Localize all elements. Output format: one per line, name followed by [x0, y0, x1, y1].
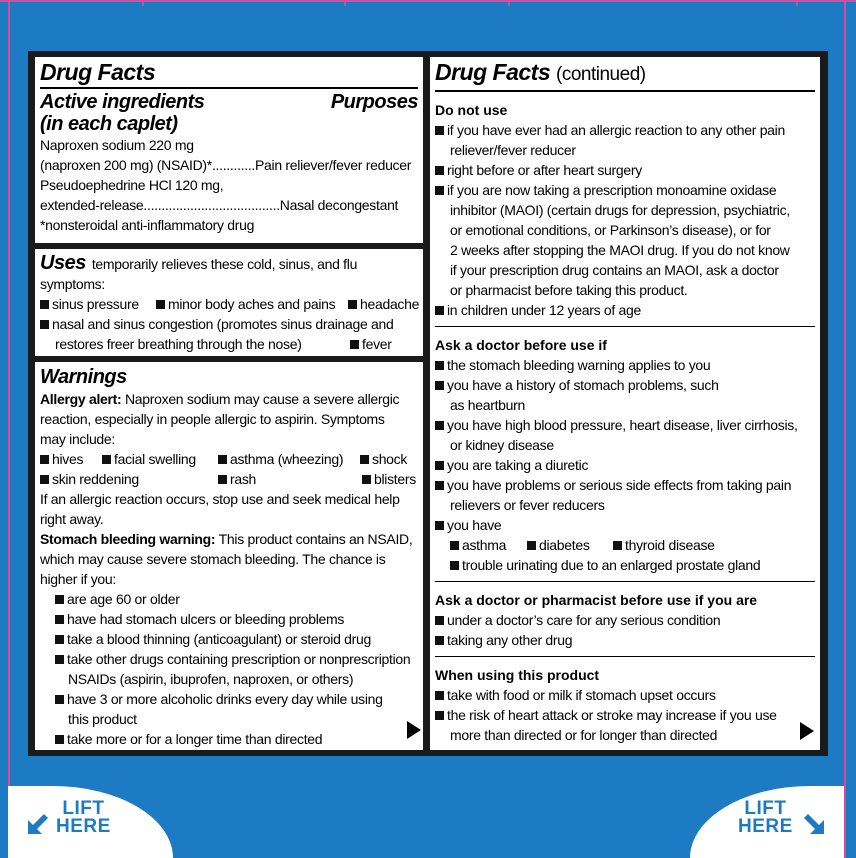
- warning-text: right away.: [40, 511, 104, 527]
- section-rule: [435, 656, 815, 657]
- bullet-square-icon: [450, 541, 459, 550]
- lift-label-line: HERE: [738, 816, 793, 837]
- warning-item: [435, 630, 815, 650]
- trim-tick: [344, 0, 346, 6]
- ingredient-footnote: *nonsteroidal anti-inflammatory drug: [40, 217, 255, 233]
- bullet-square-icon: [55, 735, 64, 744]
- allergy-symptom: skin reddening: [52, 471, 139, 487]
- bullet-square-icon: [218, 455, 227, 464]
- bullet-square-icon: [450, 561, 459, 570]
- trim-tick: [796, 0, 798, 6]
- warning-item: [435, 610, 815, 630]
- warning-item: [435, 140, 815, 160]
- stomach-risk-item: [55, 649, 418, 669]
- warning-item: [435, 180, 815, 200]
- ingredient-line: Pseudoephedrine HCl 120 mg,: [40, 177, 224, 193]
- warning-item-text: under a doctor’s care for any serious condition: [447, 612, 721, 628]
- warning-item: [435, 515, 815, 535]
- bullet-square-icon: [435, 186, 444, 195]
- bullet-square-icon: [435, 126, 444, 135]
- stomach-bleeding-label: Stomach bleeding warning:: [40, 531, 216, 547]
- bullet-square-icon: [40, 455, 49, 464]
- arrow-down-right-icon: [802, 812, 826, 836]
- bullet-square-icon: [435, 381, 444, 390]
- symptom-item: fever: [362, 336, 392, 352]
- bullet-square-icon: [55, 655, 64, 664]
- condition-item: [435, 555, 815, 575]
- allergy-symptom: hives: [52, 451, 84, 467]
- warning-item: [435, 300, 815, 320]
- warning-item: [435, 455, 815, 475]
- right-sections: [435, 100, 815, 745]
- uses-heading: Uses: [40, 252, 86, 274]
- bullet-square-icon: [435, 616, 444, 625]
- title-rule: [435, 90, 815, 92]
- bullet-square-icon: [435, 421, 444, 430]
- symptom-item: nasal and sinus congestion (promotes sinus drainage and: [52, 316, 394, 332]
- stomach-risk-item: [55, 609, 418, 629]
- continue-arrow-icon: [800, 722, 814, 740]
- warning-item-text: right before or after heart surgery: [447, 162, 642, 178]
- warning-section: [435, 581, 815, 650]
- warning-item: [435, 475, 815, 495]
- condition-item: [527, 535, 590, 555]
- stomach-risk-item: [55, 709, 418, 729]
- continued-label: (continued): [556, 64, 646, 85]
- stomach-risk-text: are age 60 or older: [67, 591, 180, 607]
- warning-item: [435, 375, 815, 395]
- warning-item-text: you have high blood pressure, heart disease, liver cirrhosis,: [447, 417, 798, 433]
- allergy-symptom: shock: [372, 451, 408, 467]
- bullet-square-icon: [55, 695, 64, 704]
- stomach-risk-text: have had stomach ulcers or bleeding problems: [67, 611, 345, 627]
- warning-item-text: the risk of heart attack or stroke may increase if you use: [447, 707, 777, 723]
- uses-text: temporarily relieves these cold, sinus, and flu: [91, 256, 358, 272]
- bullet-square-icon: [40, 300, 49, 309]
- warning-item-text: if you are now taking a prescription monoamine oxidase: [447, 182, 777, 198]
- warning-item-text: as heartburn: [450, 397, 526, 413]
- warning-item: [435, 200, 815, 220]
- lift-label-line: HERE: [56, 816, 111, 837]
- trim-tick: [142, 0, 144, 6]
- warning-item-text: relievers or fever reducers: [450, 497, 605, 513]
- symptom-item: headache: [360, 296, 420, 312]
- bullet-square-icon: [218, 475, 227, 484]
- stomach-risk-text: take a blood thinning (anticoagulant) or steroid drug: [67, 631, 371, 647]
- bullet-square-icon: [435, 691, 444, 700]
- warning-item-text: take with food or milk if stomach upset occurs: [447, 687, 716, 703]
- active-ingredients-box: [35, 57, 423, 243]
- condition-item-text: thyroid disease: [625, 537, 715, 553]
- continue-arrow-icon: [407, 721, 421, 739]
- warnings-heading: Warnings: [40, 366, 127, 388]
- lift-label-line: LIFT: [744, 798, 787, 819]
- bullet-square-icon: [348, 300, 357, 309]
- stomach-risk-item: [55, 629, 418, 649]
- warning-item-text: you have a history of stomach problems, such: [447, 377, 719, 393]
- drug-facts-left-column: [35, 57, 423, 750]
- bullet-square-icon: [435, 361, 444, 370]
- purposes-heading: Purposes: [330, 91, 418, 113]
- ingredient-line: Naproxen sodium 220 mg: [40, 137, 194, 153]
- section-rule: [435, 581, 815, 582]
- warning-item-text: 2 weeks after stopping the MAOI drug. If you do not know: [450, 242, 790, 258]
- warning-text: may include:: [40, 431, 115, 447]
- ingredient-line: extended-release......................................Nasal decongestant: [40, 197, 399, 213]
- trim-tick: [508, 0, 510, 6]
- section-rule: [435, 326, 815, 327]
- warning-item-text: or pharmacist before taking this product.: [450, 282, 688, 298]
- bullet-square-icon: [435, 521, 444, 530]
- allergy-symptom: rash: [230, 471, 257, 487]
- warning-item-text: in children under 12 years of age: [447, 302, 642, 318]
- warning-section-heading: Do not use: [435, 102, 508, 118]
- bullet-square-icon: [435, 306, 444, 315]
- warning-item: [435, 725, 815, 745]
- arrow-down-left-icon: [26, 812, 50, 836]
- warning-item-text: the stomach bleeding warning applies to you: [447, 357, 711, 373]
- lift-here-tab-left[interactable]: [8, 786, 173, 858]
- warning-item: [435, 355, 815, 375]
- warning-item-text: or emotional conditions, or Parkinson’s disease), or for: [450, 222, 771, 238]
- bullet-square-icon: [350, 340, 359, 349]
- warning-section-heading: Ask a doctor or pharmacist before use if you are: [435, 592, 758, 608]
- lift-here-tab-right[interactable]: [690, 786, 844, 858]
- ingredient-line: (naproxen 200 mg) (NSAID)*............Pain reliever/fever reducer: [40, 157, 412, 173]
- warning-item-text: or kidney disease: [450, 437, 554, 453]
- warning-item-text: taking any other drug: [447, 632, 573, 648]
- warning-item-text: if you have ever had an allergic reaction to any other pain: [447, 122, 785, 138]
- allergy-symptom: facial swelling: [114, 451, 196, 467]
- active-ingredients-heading-sub: (in each caplet): [40, 113, 178, 135]
- condition-item: [450, 535, 506, 555]
- warning-text: higher if you:: [40, 571, 116, 587]
- warning-item: [435, 220, 815, 240]
- uses-text: symptoms:: [40, 276, 105, 292]
- drug-facts-continued-title: Drug Facts: [435, 59, 551, 85]
- warning-item-text: inhibitor (MAOI) (certain drugs for depression, psychiatric,: [450, 202, 790, 218]
- warning-text: If an allergic reaction occurs, stop use and seek medical help: [40, 491, 400, 507]
- drug-facts-right-column: [430, 57, 820, 750]
- drug-facts-title: Drug Facts: [40, 59, 156, 85]
- warning-item-text: you are taking a diuretic: [447, 457, 589, 473]
- bullet-square-icon: [55, 615, 64, 624]
- lift-here-label: [738, 800, 793, 836]
- drug-facts-panel: [28, 51, 828, 756]
- warning-text: This product contains an NSAID,: [218, 531, 413, 547]
- stomach-risk-text: take other drugs containing prescription or nonprescription: [67, 651, 411, 667]
- bullet-square-icon: [435, 636, 444, 645]
- uses-box: [35, 249, 423, 356]
- allergy-symptom: asthma (wheezing): [230, 451, 344, 467]
- allergy-alert-label: Allergy alert:: [40, 391, 122, 407]
- warning-section: [435, 656, 815, 745]
- warning-item: [435, 435, 815, 455]
- bullet-square-icon: [102, 455, 111, 464]
- stomach-risk-text: have 3 or more alcoholic drinks every day while using: [67, 691, 383, 707]
- warning-item: [435, 120, 815, 140]
- stomach-risk-item: [55, 729, 418, 749]
- warning-item-text: more than directed or for longer than directed: [450, 727, 718, 743]
- warning-item: [435, 705, 815, 725]
- stomach-risk-text: NSAIDs (aspirin, ibuprofen, naproxen, or others): [68, 671, 354, 687]
- bullet-square-icon: [435, 166, 444, 175]
- trim-line-left: [8, 0, 10, 858]
- warning-text: Naproxen sodium may cause a severe allergic: [124, 391, 400, 407]
- warning-section-heading: Ask a doctor before use if: [435, 337, 607, 353]
- warning-item: [435, 415, 815, 435]
- bullet-square-icon: [362, 475, 371, 484]
- warning-item-text: you have: [447, 517, 502, 533]
- bullet-square-icon: [613, 541, 622, 550]
- condition-row: [435, 535, 815, 555]
- warning-text: reaction, especially in people allergic to aspirin. Symptoms: [40, 411, 385, 427]
- warning-item-text: you have problems or serious side effects from taking pain: [447, 477, 792, 493]
- warning-item: [435, 160, 815, 180]
- symptom-item-continued: restores freer breathing through the nose): [55, 336, 302, 352]
- condition-item: [613, 535, 715, 555]
- warning-item: [435, 685, 815, 705]
- warning-item: [435, 280, 815, 300]
- bullet-square-icon: [40, 320, 49, 329]
- bullet-square-icon: [55, 635, 64, 644]
- bullet-square-icon: [435, 711, 444, 720]
- condition-item-text: trouble urinating due to an enlarged prostate gland: [462, 557, 761, 573]
- condition-item-text: diabetes: [539, 537, 590, 553]
- warning-item-text: if your prescription drug contains an MAOI, ask a doctor: [450, 262, 779, 278]
- symptom-item: minor body aches and pains: [168, 296, 336, 312]
- trim-line-right: [844, 0, 846, 858]
- stomach-risk-text: take more or for a longer time than directed: [67, 731, 323, 747]
- bullet-square-icon: [435, 461, 444, 470]
- stomach-risk-list: [40, 589, 418, 749]
- warnings-box: [35, 362, 423, 750]
- bullet-square-icon: [360, 455, 369, 464]
- warning-text: which may cause severe stomach bleeding. The chance is: [40, 551, 386, 567]
- bullet-square-icon: [527, 541, 536, 550]
- bullet-square-icon: [156, 300, 165, 309]
- condition-item-text: asthma: [462, 537, 507, 553]
- stomach-risk-item: [55, 589, 418, 609]
- warning-item-text: reliever/fever reducer: [450, 142, 576, 158]
- warning-item: [435, 395, 815, 415]
- allergy-symptom: blisters: [374, 471, 416, 487]
- warning-item: [435, 495, 815, 515]
- stomach-risk-item: [55, 689, 418, 709]
- bullet-square-icon: [435, 481, 444, 490]
- warning-section-heading: When using this product: [435, 667, 600, 683]
- trim-line-top: [0, 0, 856, 2]
- bullet-square-icon: [55, 595, 64, 604]
- active-ingredients-heading: Active ingredients: [40, 91, 205, 113]
- stomach-risk-item: [55, 669, 418, 689]
- symptom-item: sinus pressure: [52, 296, 139, 312]
- warning-section: [435, 326, 815, 575]
- warning-section: [435, 100, 815, 320]
- lift-label-line: LIFT: [62, 798, 105, 819]
- bullet-square-icon: [40, 475, 49, 484]
- warning-item: [435, 240, 815, 260]
- lift-here-label: [56, 800, 111, 836]
- warning-item: [435, 260, 815, 280]
- stomach-risk-text: this product: [68, 711, 137, 727]
